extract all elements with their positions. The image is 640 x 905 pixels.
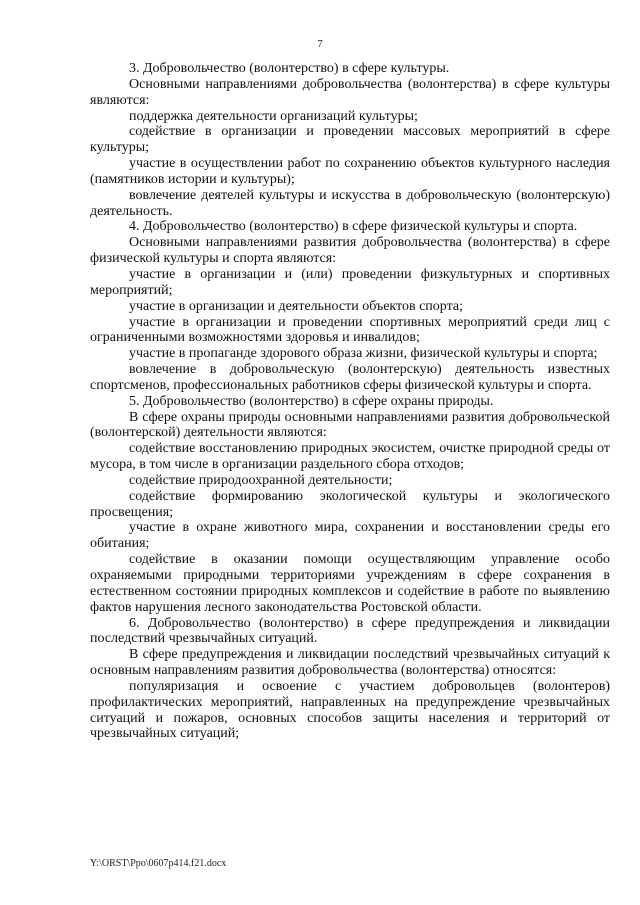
paragraph: В сфере охраны природы основными направлениями развития добровольческой (волонтерской) деятельности являются: <box>90 409 610 441</box>
page-number: 7 <box>317 38 323 50</box>
document-body <box>90 61 610 742</box>
section-heading-culture: 3. Добровольчество (волонтерство) в сфере культуры. <box>129 61 450 76</box>
list-item: содействие в организации и проведении массовых мероприятий в сфере культуры; <box>90 124 610 156</box>
paragraph: В сфере предупреждения и ликвидации последствий чрезвычайных ситуаций к основным направлениям развития добровольчества (волонтерства) относятся: <box>90 647 610 679</box>
footer-file-path: Y:\ORST\Ppo\0607p414.f21.docx <box>90 858 227 869</box>
list-item: поддержка деятельности организаций культуры; <box>129 108 418 124</box>
section-heading-nature: 5. Добровольчество (волонтерство) в сфере охраны природы. <box>129 393 494 409</box>
list-item: участие в организации и (или) проведении физкультурных и спортивных мероприятий; <box>90 266 610 298</box>
list-item: содействие в оказании помощи осуществляющим управление особо охраняемыми природными территориями учреждениям в сфере сохранения в естественном состоянии природных комплексов и содействие в работе по выявлению фактов нарушения лесного законодательства Ростовской области. <box>90 552 610 615</box>
section-heading-sport: 4. Добровольчество (волонтерство) в сфере физической культуры и спорта. <box>129 219 578 235</box>
list-item: участие в осуществлении работ по сохранению объектов культурного наследия (памятников истории и культуры); <box>90 156 610 187</box>
list-item: участие в охране животного мира, сохранении и восстановлении среды его обитания; <box>90 520 610 552</box>
list-item: участие в организации и деятельности объектов спорта; <box>129 298 464 314</box>
list-item: вовлечение в добровольческую (волонтерскую) деятельность известных спортсменов, профессиональных работников сферы физической культуры и спорта. <box>90 362 610 393</box>
list-item: популяризация и освоение с участием добровольцев (волонтеров) профилактических мероприятий, направленных на предупреждение чрезвычайных ситуаций и пожаров, основных способов защиты населения и территорий от чрезвычайных ситуаций; <box>90 678 610 742</box>
list-item: вовлечение деятелей культуры и искусства в добровольческую (волонтерскую) деятельность. <box>90 187 610 219</box>
paragraph: Основными направлениями развития добровольчества (волонтерства) в сфере физической культуры и спорта являются: <box>90 235 610 267</box>
section-heading-emergency: 6. Добровольчество (волонтерство) в сфере предупреждения и ликвидации последствий чрезвычайных ситуаций. <box>90 615 610 647</box>
list-item: содействие природоохранной деятельности; <box>129 472 393 488</box>
list-item: содействие формированию экологической культуры и экологического просвещения; <box>90 488 610 520</box>
paragraph: Основными направлениями добровольчества (волонтерства) в сфере культуры являются: <box>90 76 610 108</box>
list-item: участие в организации и проведении спортивных мероприятий среди лиц с ограниченными возможностями здоровья и инвалидов; <box>90 314 610 346</box>
list-item: содействие восстановлению природных экосистем, очистке природной среды от мусора, в том числе в организации раздельного сбора отходов; <box>90 441 610 473</box>
list-item: участие в пропаганде здорового образа жизни, физической культуры и спорта; <box>129 346 598 362</box>
